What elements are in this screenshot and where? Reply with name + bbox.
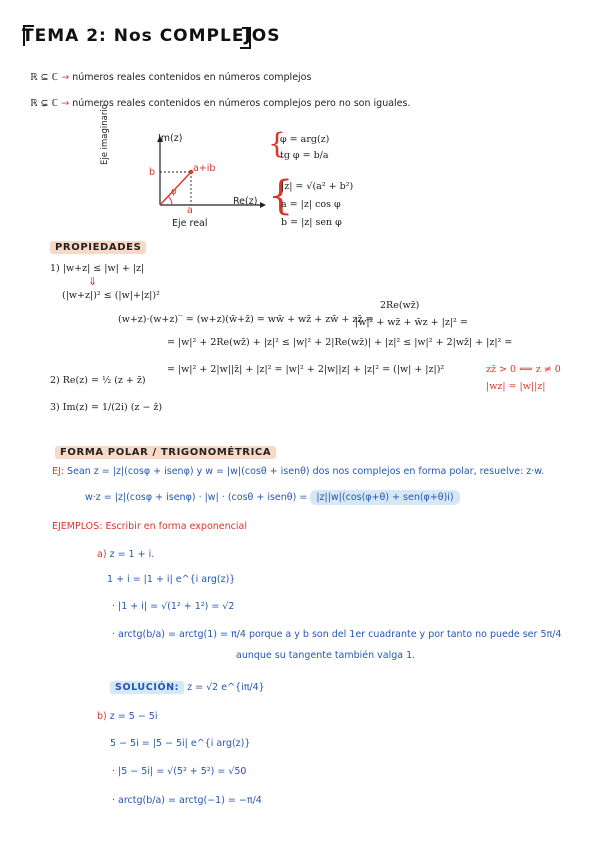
a-label: a: [187, 205, 193, 216]
example-a-step-2: · |1 + i| = √(1² + 1²) = √2: [112, 601, 235, 612]
re-label: 2Re(wz̄): [380, 300, 420, 311]
side-note-2: |wz| = |w||z|: [486, 381, 546, 392]
example-b-step-3: · arctg(b/a) = arctg(−1) = −π/4: [112, 795, 262, 806]
property-1-squared: (|w+z|)² ≤ (|w|+|z|)²: [62, 290, 160, 301]
example-a-solution: SOLUCIÓN: z = √2 e^{iπ/4}: [110, 682, 265, 693]
property-2: 2) Re(z) = ½ (z + z̄): [50, 375, 146, 386]
argand-diagram: [125, 130, 275, 230]
example-a-step-3b: aunque su tangente también valga 1.: [236, 650, 416, 661]
title-bracket-decoration: [20, 22, 260, 52]
eq-arg: φ = arg(z): [280, 134, 330, 145]
point-label: a+ib: [193, 163, 216, 174]
angle-label: φ: [171, 187, 177, 197]
property-1-step-1b: |w|² + wz̄ + w̄z + |z|² =: [355, 317, 468, 328]
subset-line-2: ℝ ⊊ ℂ → números reales contenidos en números complejos pero no son iguales.: [30, 98, 411, 109]
polar-exercise: EJ: Sean z = |z|(cosφ + isenφ) y w = |w|(cosθ + isenθ) dos nos complejos en forma polar, resuelve: z·w.: [52, 466, 545, 477]
section-heading-properties: PROPIEDADES: [50, 235, 146, 254]
example-a-step-3: · arctg(b/a) = arctg(1) = π/4 porque a y b son del 1er cuadrante y por tanto no puede ser 5π/4: [112, 629, 562, 640]
angle-arc: [168, 196, 172, 205]
property-1-step-2: = |w|² + 2Re(wz̄) + |z|² ≤ |w|² + 2|Re(wz̄)| + |z|² ≤ |w|² + 2|wz̄| + |z|² =: [167, 337, 513, 348]
property-3: 3) Im(z) = 1/(2i) (z − z̄): [50, 402, 163, 413]
side-note-1: zz̄ > 0 ⟺ z ≠ 0: [486, 364, 561, 375]
brace-icon: {: [268, 127, 286, 160]
y-side-label: Eje imaginario: [100, 104, 110, 165]
section-heading-polar: FORMA POLAR / TRIGONOMÉTRICA: [55, 440, 276, 459]
implies-arrow-icon: ⇓: [88, 275, 98, 288]
example-b: b) z = 5 − 5i: [97, 711, 158, 722]
x-axis-label: Re(z): [233, 196, 258, 207]
eq-a: a = |z| cos φ: [281, 199, 341, 210]
arrow-right-icon: →: [61, 72, 70, 83]
property-1: 1) |w+z| ≤ |w| + |z|: [50, 263, 145, 274]
y-axis-label: Im(z): [158, 133, 183, 144]
example-b-step-1: 5 − 5i = |5 − 5i| e^{i arg(z)}: [110, 738, 251, 749]
eq-tan: tg φ = b/a: [280, 150, 329, 161]
example-b-step-2: · |5 − 5i| = √(5² + 5²) = √50: [112, 766, 247, 777]
example-a: a) z = 1 + i.: [97, 549, 155, 560]
b-label: b: [149, 167, 156, 178]
x-side-label: Eje real: [172, 218, 208, 229]
page-title: TEMA 2: Nos COMPLEJOS: [22, 26, 281, 46]
polar-exercise-solution: w·z = |z|(cosφ + isenφ) · |w| · (cosθ + isenθ) = |z||w|(cos(φ+θ) + sen(φ+θ)i): [85, 492, 460, 503]
eq-b: b = |z| sen φ: [281, 217, 342, 228]
subset-line-1: ℝ ⊆ ℂ → números reales contenidos en números complejos: [30, 72, 312, 83]
arrow-right-icon: →: [61, 98, 70, 109]
example-a-step-1: 1 + i = |1 + i| e^{i arg(z)}: [107, 574, 236, 585]
property-1-step-1: (w+z)·(w+z)‾ = (w+z)(w̄+z̄) = ww̄ + wz̄ + zw̄ + zz̄ =: [118, 314, 374, 325]
examples-heading: EJEMPLOS: Escribir en forma exponencial: [52, 521, 247, 532]
property-1-step-3: = |w|² + 2|w||z̄| + |z|² = |w|² + 2|w||z| + |z|² = (|w| + |z|)²: [167, 364, 445, 375]
brace-icon: {: [268, 173, 294, 219]
eq-modulus: |z| = √(a² + b²): [281, 181, 354, 192]
x-axis-arrow-icon: [260, 202, 266, 208]
